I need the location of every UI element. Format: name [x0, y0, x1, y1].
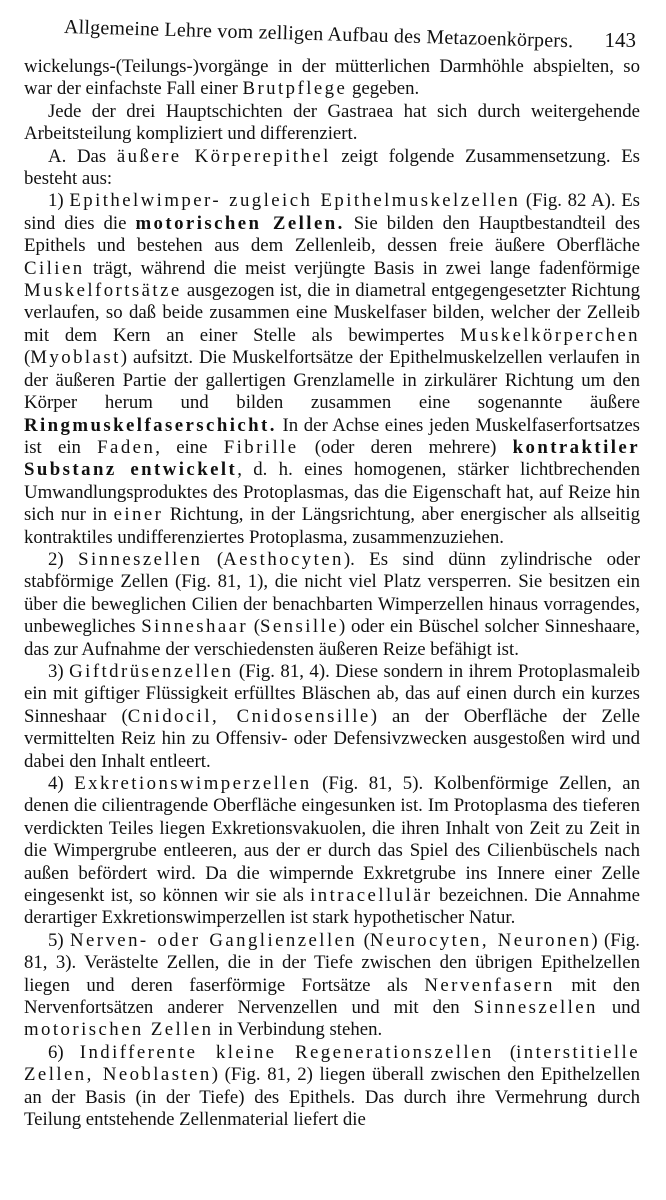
- text-run: bezeichnen. Die Annahme derartiger Exkretionswimperzellen ist stark hypothetischer Natur.: [24, 885, 640, 929]
- text-run: zeigt folgende Zusammensetzung. Es besteht aus:: [24, 145, 640, 190]
- body-text: [24, 56, 640, 1132]
- text-run: ). Diese sondern in ihrem Protoplasmaleib ein mit giftiger Flüssigkeit erfülltes Bläschen ab, das auf einen durch ein kurzes Sinneshaar (: [24, 660, 640, 727]
- emphasized-term: 3: [55, 952, 66, 974]
- text-run: mit den Nervenfortsätzen anderer Nervenzellen und mit den: [24, 974, 640, 1019]
- emphasized-term: 2: [297, 1064, 307, 1086]
- emphasized-term: Epithelwimper- zugleich Epithelmuskelzellen: [69, 190, 521, 212]
- emphasized-term: motorischen Zellen.: [135, 212, 345, 234]
- text-run: In der Achse eines jeden Muskelfaserfortsatzes ist ein: [24, 414, 640, 458]
- paragraph: [24, 190, 640, 549]
- emphasized-term: 4: [309, 660, 319, 682]
- paragraph: [24, 56, 640, 101]
- emphasized-term: intracellulär: [310, 885, 433, 907]
- paragraph: [24, 146, 640, 191]
- text-run: ). Es sind dünn zylindrische oder stabförmige Zellen (Fig. 81,: [24, 548, 641, 593]
- emphasized-term: einer: [113, 504, 164, 526]
- text-run: , d. h. eines homogenen, stärker lichtbrechenden Umwandlungsproduktes des Protoplasmas, das die Eigenschaft hat, auf Reize hin sich nur in: [24, 459, 641, 526]
- text-run: ausgezogen ist, die in diametral entgegengesetzter Richtung verlaufen, so daß beide zusammen eine Muskelfaser bilden, welcher der Zelleib mit dem Kern an einer Stelle als bewimpertes: [24, 280, 640, 346]
- emphasized-term: 5: [402, 773, 413, 794]
- emphasized-term: Cilien: [24, 257, 85, 279]
- text-run: ) (Fig. 81,: [211, 1064, 298, 1086]
- text-run: trägt, während die meist verjüngte Basis in zwei lange fadenförmige: [84, 257, 640, 279]
- text-run: wickelungs-(Teilungs-)vorgänge in der mütterlichen Darmhöhle abspielten, so war der einfachste Fall einer: [24, 56, 640, 100]
- text-run: (oder deren mehrere): [298, 436, 513, 458]
- emphasized-term: Aesthocyten: [223, 548, 344, 570]
- emphasized-term: Nervenfasern: [424, 974, 555, 996]
- text-run: 6): [48, 1041, 80, 1063]
- paragraph: [24, 661, 640, 773]
- text-run: (Fig. 82 A). Es sind dies die: [24, 190, 640, 234]
- text-run: ), die nicht viel Platz versperren. Sie besitzen ein über die beweglichen Cilien der benachbarten Wimperzellen hinaus vorragendes, unbewegliches: [24, 571, 640, 638]
- emphasized-term: Sinneszellen: [78, 548, 203, 570]
- page-number: 143: [604, 28, 636, 52]
- text-run: 2): [48, 548, 79, 570]
- paragraph: [24, 1042, 640, 1132]
- emphasized-term: Sinneszellen: [473, 997, 598, 1019]
- emphasized-term: Cnidocil, Cnidosensille: [127, 705, 371, 727]
- emphasized-term: Faden: [97, 436, 156, 458]
- paragraph: [24, 101, 640, 146]
- text-run: ) oder ein Büschel solcher Sinneshaare, das zur Aufnahme der verschiedensten äußeren Reize befähigt ist.: [24, 616, 640, 660]
- emphasized-term: Muskelkörperchen: [460, 324, 640, 346]
- paragraph: [24, 773, 640, 930]
- text-run: (: [493, 1041, 517, 1063]
- text-run: ) aufsitzt. Die Muskelfortsätze der Epithelmuskelzellen verlaufen in der äußeren Partie der gallertigen Grenzlamelle in zirkulärer Richtung um den Körper herum und bilden zusammen eine sogenannte äußere: [24, 347, 640, 414]
- text-run: , eine: [155, 436, 224, 458]
- emphasized-term: Sensille: [260, 616, 340, 638]
- emphasized-term: kontraktiler Substanz entwickelt: [24, 436, 640, 481]
- text-run: (Fig. 81,: [311, 773, 403, 794]
- text-run: ). Kolbenförmige Zellen, an denen die cilientragende Oberfläche eingesunken ist. Im Protoplasma des tieferen verdickten Teiles liegen Exkretionsvakuolen, die ihren Inhalt von Zeit zu Zeit in die Wimpergrube entleeren, aus der er durch das Spiel des Cilienbüschels nach außen befördert wird. Da die wimpernde Exkretgrube ins Innere einer Zelle eingesenkt ist, so können wir sie als: [24, 773, 641, 907]
- text-run: (: [248, 616, 261, 638]
- emphasized-term: Neurocyten, Neuronen: [369, 929, 592, 951]
- emphasized-term: Nerven- oder Ganglienzellen: [69, 929, 358, 951]
- text-run: ) an der Oberfläche der Zelle vermittelten Reiz hin zu Offensiv- oder Defensivzwecken ausgestoßen wird und dabei den Inhalt entleert.: [24, 705, 641, 772]
- running-title: Allgemeine Lehre vom zelligen Aufbau des Metazoenkörpers.: [63, 16, 574, 53]
- emphasized-term: interstitielle Zellen, Neoblasten: [24, 1041, 641, 1086]
- page-header: [24, 4, 640, 56]
- paragraph: [24, 549, 640, 661]
- text-run: und: [597, 997, 640, 1019]
- text-run: Jede der drei Hauptschichten der Gastraea hat sich durch weitergehende Arbeitsteilung kompliziert und differenziert.: [24, 100, 640, 145]
- paragraph: [24, 930, 640, 1042]
- text-run: in Verbindung stehen.: [213, 1019, 383, 1041]
- text-run: ) (Fig. 81,: [24, 929, 641, 974]
- text-run: (: [357, 929, 370, 951]
- emphasized-term: Sinneshaar: [141, 616, 249, 638]
- text-run: ) liegen überall zwischen den Epithelzellen an der Basis (in der Tiefe) des Epithels. Das durch ihre Vermehrung durch Teilung entstehende Zellenmaterial liefert die: [24, 1064, 641, 1131]
- emphasized-term: motorischen Zellen: [24, 1019, 214, 1041]
- text-run: ). Verästelte Zellen, die in der Tiefe zwischen den übrigen Epithelzellen liegen und deren faserförmige Fortsätze als: [24, 952, 640, 996]
- text-run: 4): [48, 773, 75, 794]
- emphasized-term: Myoblast: [30, 347, 121, 369]
- text-run: (Fig. 81,: [233, 660, 310, 682]
- text-run: 3): [48, 660, 70, 682]
- emphasized-term: Muskelfortsätze: [24, 280, 182, 302]
- text-run: A. Das: [48, 145, 117, 167]
- emphasized-term: Brutpflege: [242, 78, 348, 100]
- text-run: gegeben.: [347, 78, 420, 100]
- emphasized-term: Indifferente kleine Regenerationszellen: [79, 1041, 494, 1063]
- emphasized-term: Exkretionswimperzellen: [74, 773, 312, 794]
- text-run: (: [202, 548, 224, 570]
- emphasized-term: Giftdrüsenzellen: [69, 660, 234, 682]
- text-run: Richtung, in der Längsrichtung, aber energischer als allseitig kontraktiles undifferenziertes Protoplasma, zusammenzuziehen.: [24, 504, 640, 548]
- emphasized-term: Ringmuskelfaserschicht.: [24, 414, 277, 436]
- text-run: 5): [48, 929, 70, 951]
- emphasized-term: äußere Körperepithel: [116, 145, 331, 167]
- text-run: 1): [48, 190, 70, 212]
- text-run: Sie bilden den Hauptbestandteil des Epithels und bestehen aus dem Zellenleib, dessen freie äußere Oberfläche: [24, 212, 640, 257]
- text-run: (: [24, 347, 31, 369]
- emphasized-term: Fibrille: [223, 436, 299, 458]
- emphasized-term: 1: [247, 571, 258, 593]
